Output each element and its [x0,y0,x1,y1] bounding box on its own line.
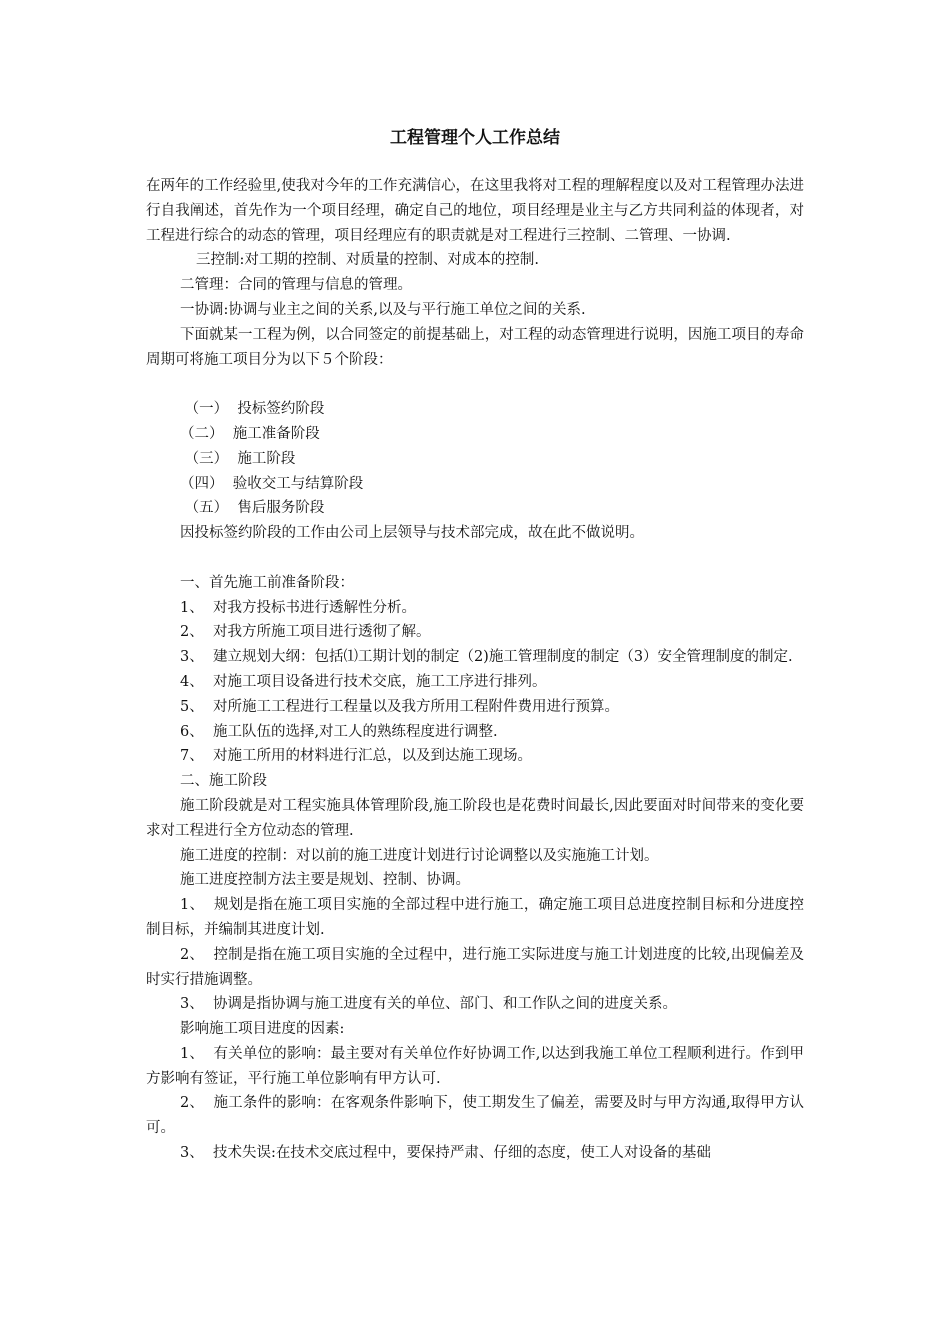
phase-item: （五） 售后服务阶段 [180,500,325,517]
section-2-description: 施工阶段就是对工程实施具体管理阶段,施工阶段也是花费时间最长,因此要面对时间带来的变化要求对工程进行全方位动态的管理. [146,797,804,839]
phases-intro-paragraph: 下面就某一工程为例，以合同签定的前提基础上，对工程的动态管理进行说明，因施工项目的寿命周期可将施工项目分为以下５个阶段： [146,326,804,368]
phase-item: （二） 施工准备阶段 [180,425,320,442]
prep-item: 3、 建立规划大纲：包括⑴工期计划的制定（2)施工管理制度的制定（3）安全管理制度的制定. [180,649,793,666]
prep-item: 1、 对我方投标书进行透解性分析。 [180,599,416,616]
factor-item: 1、 有关单位的影响：最主要对有关单位作好协调工作,以达到我施工单位工程顺利进行。作到甲方影响有签证，平行施工单位影响有甲方认可. [146,1045,804,1087]
prep-item: 6、 施工队伍的选择,对工人的熟练程度进行调整. [180,723,498,740]
prep-item: 4、 对施工项目设备进行技术交底，施工工序进行排列。 [180,673,547,690]
section-1-heading: 一、首先施工前准备阶段： [180,574,354,591]
two-manage-paragraph: 二管理：合同的管理与信息的管理。 [180,277,412,294]
document-title: 工程管理个人工作总结 [390,128,560,148]
section-2-heading: 二、施工阶段 [180,773,267,790]
schedule-control-paragraph: 施工进度的控制：对以前的施工进度计划进行讨论调整以及实施施工计划。 [180,847,659,864]
factors-heading: 影响施工项目进度的因素: [180,1021,345,1038]
prep-item: 7、 对施工所用的材料进行汇总，以及到达施工现场。 [180,748,532,765]
three-control-paragraph: 三控制:对工期的控制、对质量的控制、对成本的控制. [196,252,539,269]
document-body [146,174,804,1166]
method-item: 1、 规划是指在施工项目实施的全部过程中进行施工，确定施工项目总进度控制目标和分进度控制目标，并编制其进度计划. [146,897,804,938]
factor-item: 2、 施工条件的影响：在客观条件影响下，使工期发生了偏差，需要及时与甲方沟通,取得甲方认可。 [146,1095,804,1137]
blank-line [146,546,804,571]
method-item: 2、 控制是指在施工项目实施的全过程中，进行施工实际进度与施工计划进度的比较,出现偏差及时实行措施调整。 [146,946,804,988]
method-item: 3、 协调是指协调与施工进度有关的单位、部门、和工作队之间的进度关系。 [180,996,677,1013]
schedule-methods-paragraph: 施工进度控制方法主要是规划、控制、协调。 [180,872,470,889]
intro-paragraph: 在两年的工作经验里,使我对今年的工作充满信心，在这里我将对工程的理解程度以及对工程管理办法进行自我阐述，首先作为一个项目经理，确定自己的地位，项目经理是业主与乙方共同利益的体现者，对工程进行综合的动态的管理，项目经理应有的职责就是对工程进行三控制、二管理、一协调. [146,178,804,244]
phase-item: （一） 投标签约阶段 [180,401,325,418]
blank-line [146,372,804,397]
factor-item: 3、 技术失误:在技术交底过程中，要保持严肃、仔细的态度，使工人对设备的基础 [180,1145,711,1162]
phase-item: （三） 施工阶段 [180,450,296,467]
prep-item: 2、 对我方所施工项目进行透彻了解。 [180,624,431,641]
one-coord-paragraph: 一协调:协调与业主之间的关系,以及与平行施工单位之间的关系. [180,301,586,318]
prep-item: 5、 对所施工工程进行工程量以及我方所用工程附件费用进行预算。 [180,698,619,715]
phase-item: （四） 验收交工与结算阶段 [180,475,364,492]
bid-note-paragraph: 因投标签约阶段的工作由公司上层领导与技术部完成，故在此不做说明。 [180,525,644,542]
